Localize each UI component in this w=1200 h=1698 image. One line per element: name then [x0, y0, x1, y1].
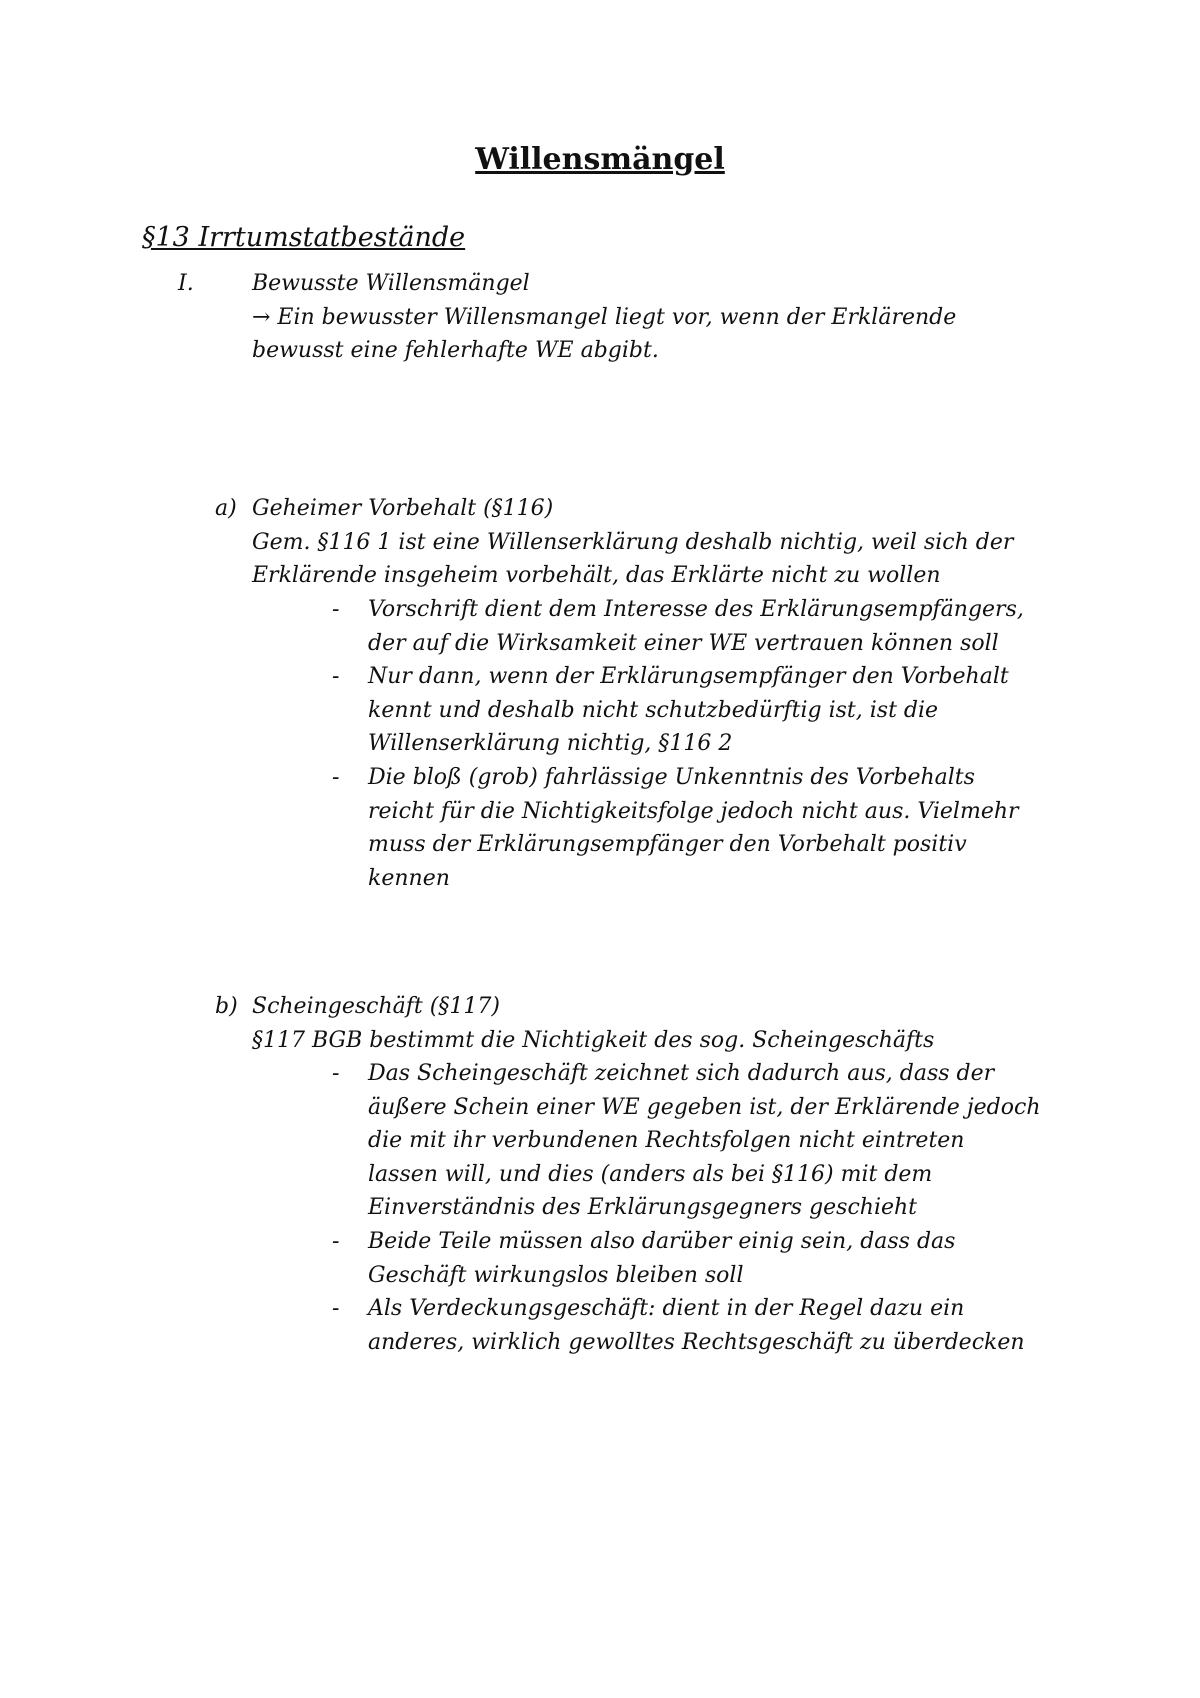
bullet-line: anderes, wirklich gewolltes Rechtsgeschäft zu überdecken	[368, 1329, 1025, 1355]
bullet-dash: -	[332, 765, 340, 790]
bullet-line: reicht für die Nichtigkeitsfolge jedoch nicht aus. Vielmehr	[368, 798, 1019, 824]
bullet-line: lassen will, und dies (anders als bei §116) mit dem	[368, 1161, 933, 1187]
bullet-dash: -	[332, 597, 340, 622]
bullet-dash: -	[332, 664, 340, 689]
part-a-block	[252, 492, 1072, 593]
section-heading: §13 Irrtumstatbestände	[142, 222, 466, 253]
bullet-line: Die bloß (grob) fahrlässige Unkenntnis des Vorbehalts	[368, 765, 975, 790]
part-b-bullet-3	[368, 1292, 1088, 1359]
part-b-intro-line: §117 BGB bestimmt die Nichtigkeit des sog. Scheingeschäfts	[252, 1027, 935, 1053]
bullet-line: Einverständnis des Erklärungsgegners geschieht	[368, 1195, 918, 1220]
part-b-heading: Scheingeschäft (§117)	[252, 994, 500, 1019]
bullet-line: Vorschrift dient dem Interesse des Erklärungsempfängers,	[368, 597, 1024, 622]
part-a-intro-line: Gem. §116 1 ist eine Willenserklärung deshalb nichtig, weil sich der	[252, 529, 1014, 555]
part1-line: bewusst eine fehlerhafte WE abgibt.	[252, 338, 659, 363]
bullet-line: kennt und deshalb nicht schutzbedürftig ist, ist die	[368, 697, 939, 723]
part-number: I.	[178, 271, 194, 296]
part-b-letter: b)	[215, 994, 238, 1019]
bullet-line: äußere Schein einer WE gegeben ist, der Erklärende jedoch	[368, 1094, 1041, 1120]
part1-block	[252, 267, 1072, 368]
part-b-bullet-1	[368, 1057, 1088, 1225]
bullet-dash: -	[332, 1296, 340, 1321]
bullet-line: Als Verdeckungsgeschäft: dient in der Regel dazu ein	[368, 1296, 965, 1321]
part-a-intro-line: Erklärende insgeheim vorbehält, das Erklärte nicht zu wollen	[252, 563, 941, 588]
part-a-bullet-2	[368, 660, 1088, 761]
part1-heading: Bewusste Willensmängel	[252, 271, 530, 296]
bullet-dash: -	[332, 1061, 340, 1086]
bullet-line: die mit ihr verbundenen Rechtsfolgen nicht eintreten	[368, 1128, 965, 1153]
part1-line: → Ein bewusster Willensmangel liegt vor, wenn der Erklärende	[252, 304, 957, 330]
bullet-dash: -	[332, 1229, 340, 1254]
part-a-bullet-1	[368, 593, 1088, 660]
bullet-line: Willenserklärung nichtig, §116 2	[368, 731, 733, 756]
document-title: Willensmängel	[475, 142, 725, 177]
bullet-line: Nur dann, wenn der Erklärungsempfänger den Vorbehalt	[368, 664, 1009, 689]
bullet-line: Geschäft wirkungslos bleiben soll	[368, 1262, 744, 1288]
bullet-line: Das Scheingeschäft zeichnet sich dadurch aus, dass der	[368, 1061, 995, 1086]
part-a-bullet-3	[368, 761, 1088, 895]
bullet-line: der auf die Wirksamkeit einer WE vertrauen können soll	[368, 630, 999, 656]
bullet-line: kennen	[368, 865, 450, 891]
bullet-line: Beide Teile müssen also darüber einig sein, dass das	[368, 1229, 956, 1254]
part-b-block	[252, 990, 1072, 1057]
part-b-bullet-2	[368, 1225, 1088, 1292]
bullet-line: muss der Erklärungsempfänger den Vorbehalt positiv	[368, 832, 967, 857]
part-a-letter: a)	[215, 496, 237, 521]
part-a-heading: Geheimer Vorbehalt (§116)	[252, 496, 554, 521]
